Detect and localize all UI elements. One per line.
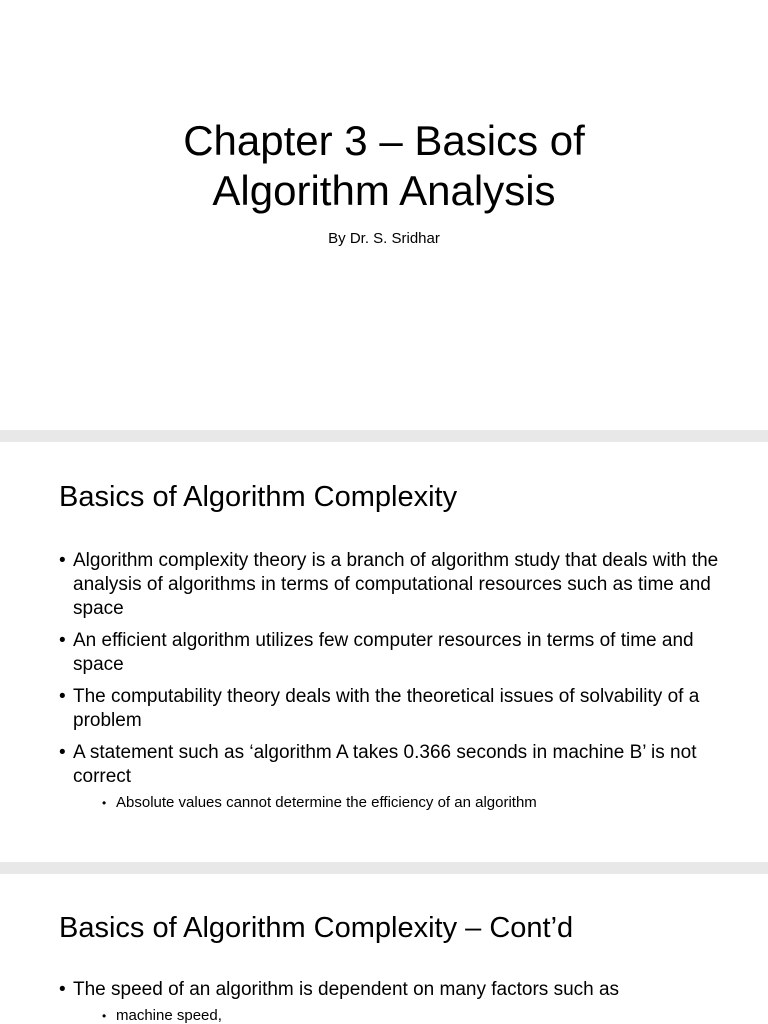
bullet-text: The speed of an algorithm is dependent on many factors such as [73, 979, 620, 1000]
content-slide-basics [0, 442, 768, 862]
bullet-icon: • [59, 630, 66, 651]
slide-title-line-2: Algorithm Analysis [212, 167, 556, 214]
list-item [59, 549, 719, 621]
slide-heading: Basics of Algorithm Complexity [59, 481, 458, 513]
bullet-text: Algorithm complexity theory is a branch of algorithm study that deals with the analysis of algorithms in terms of computational resources such as time and space [73, 550, 719, 619]
slide-title-line-1: Chapter 3 – Basics of [183, 117, 585, 164]
title-slide [0, 0, 768, 430]
list-item [59, 629, 719, 677]
sub-list-item [73, 1006, 719, 1024]
slide-title [0, 116, 768, 216]
list-item [59, 978, 719, 1024]
bullet-icon: • [59, 550, 66, 571]
sub-bullet-text: machine speed, [116, 1007, 222, 1024]
bullet-text: A statement such as ‘algorithm A takes 0.366 seconds in machine B’ is not correct [73, 742, 697, 787]
bullet-icon: • [59, 979, 66, 1000]
bullet-icon: • [59, 686, 66, 707]
slide-separator [0, 862, 768, 874]
bullet-list [59, 549, 719, 821]
sub-bullet-text: Absolute values cannot determine the efficiency of an algorithm [116, 794, 537, 811]
bullet-text: An efficient algorithm utilizes few computer resources in terms of time and space [73, 630, 694, 675]
sub-bullet-icon: • [102, 1009, 107, 1023]
content-slide-basics-contd [0, 874, 768, 1024]
bullet-list [59, 978, 719, 1024]
list-item [59, 741, 719, 813]
bullet-text: The computability theory deals with the theoretical issues of solvability of a problem [73, 686, 700, 731]
slide-subtitle-author: By Dr. S. Sridhar [328, 230, 440, 247]
list-item [59, 685, 719, 733]
slide-separator [0, 430, 768, 442]
sub-list-item [73, 793, 719, 813]
slide-heading: Basics of Algorithm Complexity – Cont’d [59, 912, 574, 944]
bullet-icon: • [59, 742, 66, 763]
sub-bullet-icon: • [102, 796, 107, 810]
